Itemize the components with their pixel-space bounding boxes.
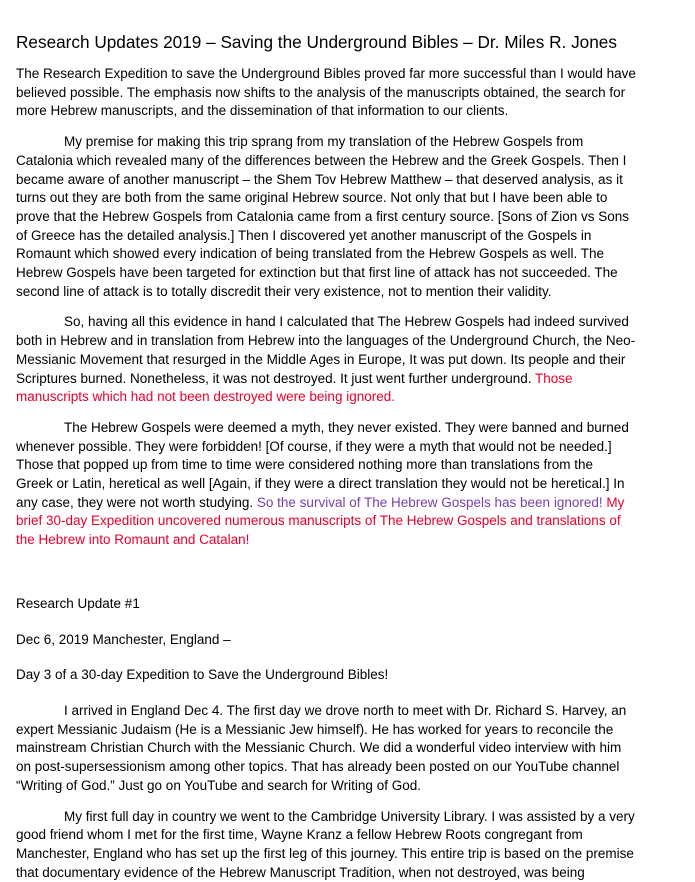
text-line: whenever possible. They were forbidden! [Of course, if they were a myth that would not be needed.] [16, 438, 656, 457]
text-line: became aware of another manuscript – the Shem Tov Hebrew Matthew – that deserved analysis, as it [16, 171, 656, 190]
text-line [16, 494, 656, 513]
text-line: both in Hebrew and in translation from Hebrew into the languages of the Underground Church, the Neo- [16, 332, 656, 351]
text-line: believed possible. The emphasis now shifts to the analysis of the manuscripts obtained, the search for [16, 84, 656, 103]
text-line: of Greece has the detailed analysis.] Then I discovered yet another manuscript of the Gospels in [16, 227, 656, 246]
text-line: Catalonia which revealed many of the differences between the Hebrew and the Greek Gospels. Then I [16, 152, 656, 171]
text-line: The Hebrew Gospels were deemed a myth, they never existed. They were banned and burned [16, 419, 656, 438]
text-line: expert Messianic Judaism (He is a Messianic Jew himself). He has worked for years to reconcile the [16, 721, 656, 740]
text-line: My premise for making this trip sprang from my translation of the Hebrew Gospels from [16, 133, 656, 152]
text-line: My first full day in country we went to the Cambridge University Library. I was assisted by a very [16, 808, 656, 827]
text-segment: Scriptures burned. Nonetheless, it was not destroyed. It just went further underground. [16, 371, 532, 386]
highlighted-text-red: My [606, 495, 624, 510]
intro-paragraph [16, 65, 656, 121]
highlighted-text-purple: So the survival of The Hebrew Gospels has been ignored! [257, 495, 603, 510]
text-line [16, 370, 656, 389]
cambridge-paragraph [16, 808, 656, 882]
text-line: Greek or Latin, heretical as well [Again, if they were a direct translation they would not be heretical.] In [16, 475, 656, 494]
highlighted-text-red: brief 30-day Expedition uncovered numerous manuscripts of The Hebrew Gospels and translations of [16, 512, 656, 531]
text-line: turns out they are both from the same original Hebrew source. Not only that but I have been able to [16, 189, 656, 208]
arrival-paragraph [16, 702, 656, 796]
text-line: more Hebrew manuscripts, and the dissemination of that information to our clients. [16, 102, 656, 121]
text-line: So, having all this evidence in hand I calculated that The Hebrew Gospels had indeed survived [16, 313, 656, 332]
highlighted-text-red: the Hebrew into Romaunt and Catalan! [16, 531, 656, 550]
text-segment: any case, they were not worth studying. [16, 495, 253, 510]
highlighted-text-red: manuscripts which had not been destroyed were being ignored. [16, 388, 656, 407]
text-line: The Research Expedition to save the Underground Bibles proved far more successful than I would have [16, 65, 656, 84]
text-line: mainstream Christian Church with the Messianic Church. We did a wonderful video interview with him [16, 739, 656, 758]
update-dateline: Dec 6, 2019 Manchester, England – [16, 631, 626, 650]
section-gap [16, 562, 695, 595]
myth-paragraph [16, 419, 656, 550]
update-day: Day 3 of a 30-day Expedition to Save the Underground Bibles! [16, 666, 626, 685]
text-line: on post-supersessionism among other topics. That has already been posted on our YouTube channel [16, 758, 656, 777]
text-line: prove that the Hebrew Gospels from Catalonia came from a first century source. [Sons of Zion vs Sons [16, 208, 656, 227]
text-line: second line of attack is to totally discredit their very existence, not to mention their validity. [16, 283, 656, 302]
text-line: Hebrew Gospels have been targeted for extinction but that first line of attack has not succeeded. The [16, 264, 656, 283]
text-line: good friend whom I met for the first time, Wayne Kranz a fellow Hebrew Roots congregant from [16, 826, 656, 845]
text-line: “Writing of God.” Just go on YouTube and search for Writing of God. [16, 777, 656, 796]
text-line: Those that popped up from time to time were considered nothing more than translations from the [16, 456, 656, 475]
update-heading: Research Update #1 [16, 595, 626, 614]
document-title: Research Updates 2019 – Saving the Underground Bibles – Dr. Miles R. Jones [16, 30, 695, 54]
text-line: I arrived in England Dec 4. The first day we drove north to meet with Dr. Richard S. Harvey, an [16, 702, 656, 721]
evidence-paragraph [16, 313, 656, 407]
text-line: Romaunt which showed every indication of being translated from the Hebrew Gospels as well. The [16, 245, 656, 264]
text-line: that documentary evidence of the Hebrew Manuscript Tradition, when not destroyed, was being [16, 864, 656, 882]
text-line: Manchester, England who has set up the first leg of this journey. This entire trip is based on the premise [16, 845, 656, 864]
premise-paragraph [16, 133, 656, 301]
highlighted-text-red: Those [535, 371, 573, 386]
text-line: Messianic Movement that resurged in the Middle Ages in Europe, It was put down. Its people and their [16, 351, 656, 370]
